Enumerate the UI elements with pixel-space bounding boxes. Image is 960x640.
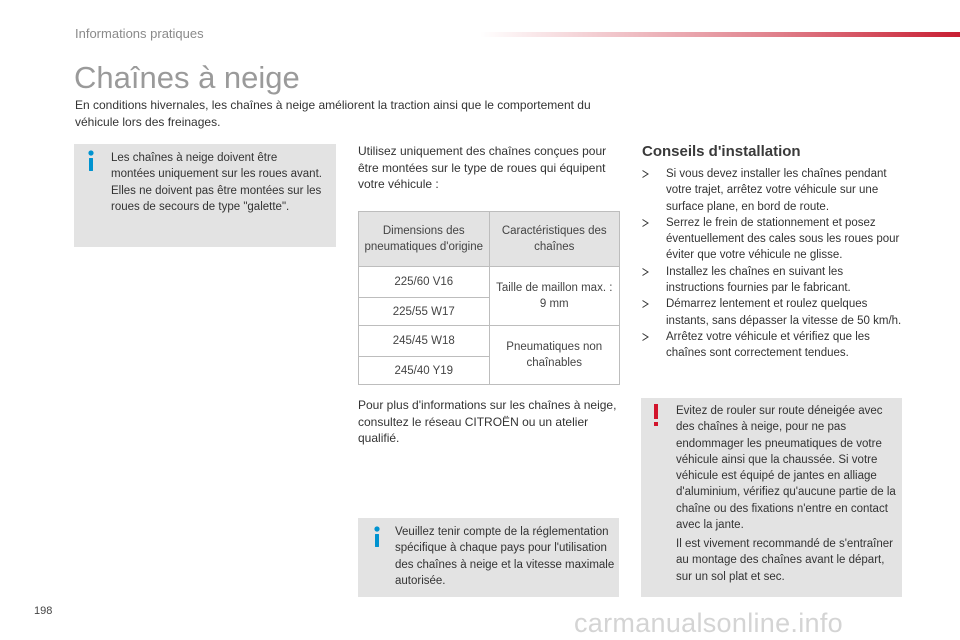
table-cell-spec: Pneumatiques non chaînables	[489, 326, 620, 385]
list-item	[642, 166, 904, 215]
info-box-text: Veuillez tenir compte de la réglementation spécifique à chaque pays pour l'utilisation des chaînes à neige et la vitesse maximale autorisée.	[395, 526, 615, 587]
warning-icon	[653, 404, 659, 426]
tyre-chain-table	[358, 211, 620, 385]
arrow-bullet-icon	[642, 333, 649, 341]
warning-box	[641, 398, 902, 597]
page-title: Chaînes à neige	[74, 60, 300, 95]
step-text: Arrêtez votre véhicule et vérifiez que les chaînes sont correctement tendues.	[666, 330, 870, 360]
installation-steps	[642, 166, 904, 362]
info-icon	[372, 526, 382, 548]
info-box-front-wheels	[74, 144, 336, 247]
arrow-bullet-icon	[642, 268, 649, 276]
table-header-cell: Caractéristiques des chaînes	[489, 212, 620, 267]
page-number: 198	[34, 605, 53, 617]
table-row	[359, 326, 620, 357]
arrow-bullet-icon	[642, 170, 649, 178]
table-header-row	[359, 212, 620, 267]
table-cell-size: 245/40 Y19	[359, 357, 490, 385]
step-text: Serrez le frein de stationnement et posez éventuellement des cales sous les roues pour éviter que votre véhicule ne glisse.	[666, 216, 900, 262]
step-text: Démarrez lentement et roulez quelques instants, sans dépasser la vitesse de 50 km/h.	[666, 298, 902, 327]
list-item	[642, 296, 904, 329]
step-text: Si vous devez installer les chaînes pendant votre trajet, arrêtez votre véhicule sur une surface plane, en bord de route.	[666, 168, 887, 213]
arrow-bullet-icon	[642, 219, 649, 227]
watermark: carmanualsonline.info	[574, 608, 843, 638]
info-box-regulation	[358, 518, 619, 597]
intro-paragraph: En conditions hivernales, les chaînes à neige améliorent la traction ainsi que le comportement du véhicule lors des freinages.	[75, 98, 591, 129]
section-header: Informations pratiques	[75, 26, 204, 41]
table-header-cell: Dimensions des pneumatiques d'origine	[359, 212, 490, 267]
table-row	[359, 267, 620, 298]
table-cell-spec: Taille de maillon max. : 9 mm	[489, 267, 620, 326]
installation-heading: Conseils d'installation	[642, 143, 801, 160]
list-item	[642, 329, 904, 362]
table-cell-size: 225/60 V16	[359, 267, 490, 298]
table-cell-size: 245/45 W18	[359, 326, 490, 357]
step-text: Installez les chaînes en suivant les instructions fournies par le fabricant.	[666, 265, 851, 295]
warning-recommendation: Il est vivement recommandé de s'entraîner au montage des chaînes avant le départ, sur un sol plat et sec.	[676, 538, 893, 583]
usage-paragraph: Utilisez uniquement des chaînes conçues pour être montées sur le type de roues qui équipent votre véhicule :	[358, 144, 607, 191]
header-accent-bar	[480, 32, 960, 37]
more-info-paragraph: Pour plus d'informations sur les chaînes à neige, consultez le réseau CITROËN ou un atelier qualifié.	[358, 398, 617, 445]
list-item	[642, 264, 904, 297]
arrow-bullet-icon	[642, 300, 649, 308]
warning-text: Evitez de rouler sur route déneigée avec des chaînes à neige, pour ne pas endommager les pneumatiques de votre véhicule ainsi que la chaussée. Si votre véhicule est équipé de jantes en alliage d'aluminium, vérifiez qu'aucune partie de la chaîne ou des fixations n'entre en contact avec la jante.	[676, 405, 896, 532]
list-item	[642, 215, 904, 264]
info-box-text: Les chaînes à neige doivent être montées uniquement sur les roues avant. Elles ne doivent pas être montées sur les roues de secours de type "galette".	[111, 152, 322, 213]
info-icon	[86, 150, 96, 172]
table-cell-size: 225/55 W17	[359, 298, 490, 326]
